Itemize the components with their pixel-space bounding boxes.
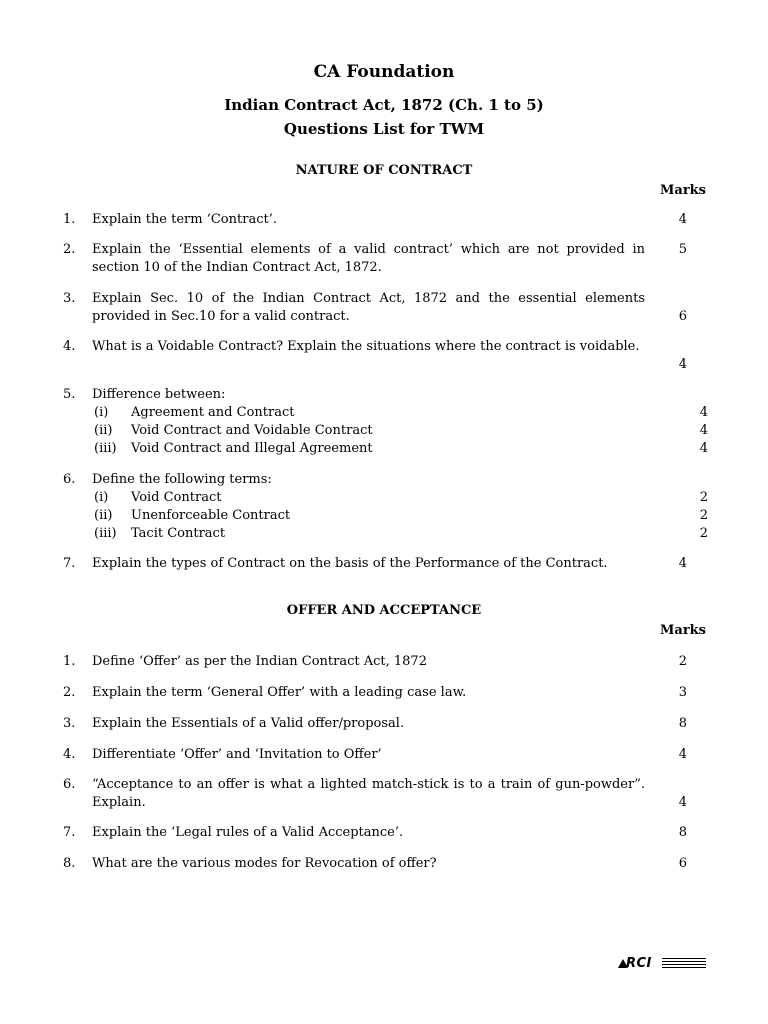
question-text: What is a Voidable Contract? Explain the situations where the contract is voidable. <box>92 339 640 354</box>
question-marks: 6 <box>678 309 687 324</box>
question-marks: 3 <box>678 685 687 700</box>
question-marks: 4 <box>678 357 687 372</box>
sub-item <box>94 507 708 525</box>
sub-item-numeral: (i) <box>94 490 109 505</box>
question-text: Define ‘Offer’ as per the Indian Contract Act, 1872 <box>92 654 427 669</box>
sub-item-numeral: (iii) <box>94 526 117 541</box>
question-text: Explain the types of Contract on the basis of the Performance of the Contract. <box>92 556 608 571</box>
marks-column-header: Marks <box>660 623 706 638</box>
question-number: 1. <box>63 654 76 669</box>
sub-item-numeral: (ii) <box>94 508 113 523</box>
rci-logo <box>618 956 706 972</box>
sub-item-marks: 2 <box>699 526 708 541</box>
question-marks: 4 <box>678 795 687 810</box>
document-subtitle-2: Questions List for TWM <box>283 120 485 138</box>
question-number: 4. <box>63 747 76 762</box>
question-number: 2. <box>63 685 76 700</box>
sub-item-numeral: (ii) <box>94 423 113 438</box>
sub-item-text: Void Contract and Illegal Agreement <box>131 441 373 456</box>
section-heading-nature-of-contract: NATURE OF CONTRACT <box>295 163 473 178</box>
sub-item-text: Tacit Contract <box>131 526 226 541</box>
sub-item-marks: 4 <box>699 423 708 438</box>
question-text: Differentiate ‘Offer’ and ‘Invitation to Offer’ <box>92 747 382 762</box>
sub-item-text: Void Contract and Voidable Contract <box>131 423 373 438</box>
logo-stripes-icon <box>662 958 706 970</box>
question-marks: 4 <box>678 747 687 762</box>
sub-item-marks: 4 <box>699 441 708 456</box>
question-text: Explain the term ‘General Offer’ with a leading case law. <box>92 685 467 700</box>
question-number: 6. <box>63 777 76 792</box>
sub-item-numeral: (iii) <box>94 441 117 456</box>
section-heading-offer-and-acceptance: OFFER AND ACCEPTANCE <box>286 603 482 618</box>
question-marks: 4 <box>678 212 687 227</box>
question-marks: 8 <box>678 716 687 731</box>
sub-item <box>94 422 708 440</box>
question-number: 6. <box>63 472 76 487</box>
question-number: 7. <box>63 556 76 571</box>
sub-item-text: Agreement and Contract <box>131 405 295 420</box>
sub-item-text: Unenforceable Contract <box>131 508 291 523</box>
question-marks: 8 <box>678 825 687 840</box>
question-text: What are the various modes for Revocation of offer? <box>92 856 437 871</box>
question-number: 7. <box>63 825 76 840</box>
question-text: Explain the term ‘Contract’. <box>92 212 277 227</box>
question-marks: 5 <box>678 242 687 257</box>
document-title: CA Foundation <box>313 62 455 82</box>
sub-item-marks: 2 <box>699 490 708 505</box>
question-marks: 2 <box>678 654 687 669</box>
question-marks: 4 <box>678 556 687 571</box>
question-number: 4. <box>63 339 76 354</box>
sub-item <box>94 404 708 422</box>
question-number: 3. <box>63 291 76 306</box>
question-text: “Acceptance to an offer is what a lighted match-stick is to a train of gun-powder”. Explain. <box>92 777 645 810</box>
question-number: 2. <box>63 242 76 257</box>
question-text: Difference between: <box>92 387 226 402</box>
question-text: Explain the ‘Legal rules of a Valid Acceptance’. <box>92 825 404 840</box>
question-text: Explain Sec. 10 of the Indian Contract Act, 1872 and the essential elements provided in Sec.10 for a valid contract. <box>92 291 645 324</box>
sub-item-marks: 4 <box>699 405 708 420</box>
question-marks: 6 <box>678 856 687 871</box>
sub-item-text: Void Contract <box>131 490 222 505</box>
sub-item <box>94 489 708 507</box>
question-text: Explain the ‘Essential elements of a valid contract’ which are not provided in section 10 of the Indian Contract Act, 1872. <box>92 242 645 275</box>
question-number: 5. <box>63 387 76 402</box>
question-number: 8. <box>63 856 76 871</box>
logo-text: RCI <box>626 956 652 971</box>
sub-item <box>94 440 708 458</box>
question-number: 1. <box>63 212 76 227</box>
sub-item-marks: 2 <box>699 508 708 523</box>
question-text: Explain the Essentials of a Valid offer/proposal. <box>92 716 405 731</box>
question-text: Define the following terms: <box>92 472 272 487</box>
sub-item <box>94 525 708 543</box>
sub-item-numeral: (i) <box>94 405 109 420</box>
question-number: 3. <box>63 716 76 731</box>
marks-column-header: Marks <box>660 183 706 198</box>
document-subtitle: Indian Contract Act, 1872 (Ch. 1 to 5) <box>224 96 544 114</box>
